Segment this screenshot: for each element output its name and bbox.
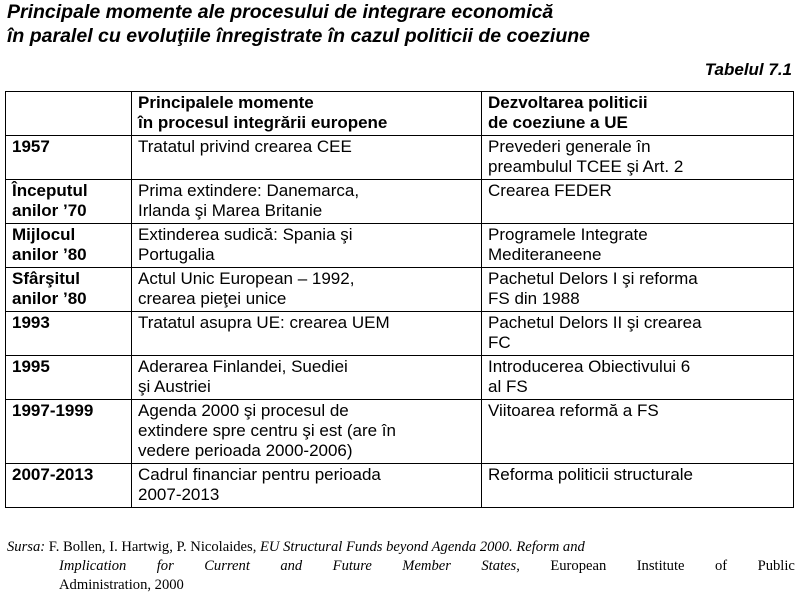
period-line: 1993 xyxy=(12,313,50,332)
period-line: 1957 xyxy=(12,137,50,156)
header-cohesion-cell xyxy=(482,92,794,136)
document-title xyxy=(7,0,797,48)
integration-moment-cell xyxy=(132,224,482,268)
title-line-2: în paralel cu evoluţiile înregistrate în cazul politicii de coeziune xyxy=(7,25,590,47)
period-line: 1997-1999 xyxy=(12,401,94,420)
source-note xyxy=(7,538,795,595)
moment-line: şi Austriei xyxy=(138,377,211,396)
cohesion-policy-cell xyxy=(482,180,794,224)
header-cohesion-line: Dezvoltarea politicii xyxy=(488,93,648,112)
cohesion-policy-cell xyxy=(482,224,794,268)
integration-moment-cell xyxy=(132,180,482,224)
source-authors: F. Bollen, I. Hartwig, P. Nicolaides, xyxy=(48,539,257,555)
source-title-word: Member xyxy=(402,558,451,574)
cohesion-line: Prevederi generale în xyxy=(488,137,651,156)
source-line-1 xyxy=(7,538,795,557)
cohesion-policy-cell xyxy=(482,268,794,312)
source-line-3: Administration, 2000 xyxy=(59,577,184,593)
table-row xyxy=(6,180,794,224)
cohesion-line: Viitoarea reformă a FS xyxy=(488,401,659,420)
header-moments-line: Principalele momente xyxy=(138,93,314,112)
source-publisher-word: Public xyxy=(757,558,795,574)
source-title-word: Implication xyxy=(59,558,127,574)
cohesion-line: Pachetul Delors I şi reforma xyxy=(488,269,698,288)
table-row xyxy=(6,312,794,356)
moment-line: Agenda 2000 şi procesul de xyxy=(138,401,349,420)
source-title-word: and xyxy=(280,558,303,574)
table-row xyxy=(6,224,794,268)
period-cell xyxy=(6,400,132,464)
cohesion-line: al FS xyxy=(488,377,528,396)
cohesion-line: Programele Integrate xyxy=(488,225,648,244)
period-line: Sfârşitul xyxy=(12,269,81,288)
cohesion-line: Pachetul Delors II şi crearea xyxy=(488,313,702,332)
period-line: anilor ’70 xyxy=(12,201,87,220)
integration-moment-cell xyxy=(132,268,482,312)
table-number-label: Tabelul 7.1 xyxy=(704,60,792,79)
period-line: Începutul xyxy=(12,181,88,200)
source-line-2 xyxy=(7,557,795,576)
moment-line: Aderarea Finlandei, Suediei xyxy=(138,357,348,376)
source-title-word: for xyxy=(156,558,174,574)
moment-line: Tratatul privind crearea CEE xyxy=(138,137,352,156)
table-row xyxy=(6,136,794,180)
title-line-1: Principale momente ale procesului de integrare economică xyxy=(7,1,554,23)
period-line: anilor ’80 xyxy=(12,245,87,264)
moment-line: extindere spre centru şi est (are în xyxy=(138,421,396,440)
cohesion-line: Crearea FEDER xyxy=(488,181,612,200)
period-cell xyxy=(6,136,132,180)
period-cell xyxy=(6,268,132,312)
cohesion-policy-cell xyxy=(482,136,794,180)
source-title-word: Current xyxy=(204,558,250,574)
table-row xyxy=(6,464,794,508)
moment-line: Actul Unic European – 1992, xyxy=(138,269,355,288)
header-moments-cell xyxy=(132,92,482,136)
period-line: 1995 xyxy=(12,357,50,376)
moment-line: 2007-2013 xyxy=(138,485,220,504)
moment-line: Extinderea sudică: Spania şi xyxy=(138,225,353,244)
integration-moment-cell xyxy=(132,400,482,464)
table-row xyxy=(6,400,794,464)
cohesion-policy-cell xyxy=(482,400,794,464)
table-row xyxy=(6,356,794,400)
moment-line: Prima extindere: Danemarca, xyxy=(138,181,360,200)
moment-line: Irlanda şi Marea Britanie xyxy=(138,201,323,220)
source-publisher-word: Institute xyxy=(636,558,685,574)
period-line: anilor ’80 xyxy=(12,289,87,308)
period-line: 2007-2013 xyxy=(12,465,94,484)
source-publisher-word: of xyxy=(714,558,728,574)
source-title-word: States, xyxy=(481,558,520,574)
integration-moment-cell xyxy=(132,464,482,508)
moment-line: vedere perioada 2000-2006) xyxy=(138,441,353,460)
table-row xyxy=(6,268,794,312)
moment-line: Cadrul financiar pentru perioada xyxy=(138,465,381,484)
period-cell xyxy=(6,312,132,356)
integration-moment-cell xyxy=(132,136,482,180)
integration-moment-cell xyxy=(132,312,482,356)
source-publisher-word: European xyxy=(550,558,607,574)
moment-line: crearea pieţei unice xyxy=(138,289,287,308)
moment-line: Tratatul asupra UE: crearea UEM xyxy=(138,313,390,332)
cohesion-line: Introducerea Obiectivului 6 xyxy=(488,357,691,376)
period-cell xyxy=(6,180,132,224)
cohesion-policy-cell xyxy=(482,356,794,400)
cohesion-line: FS din 1988 xyxy=(488,289,580,308)
cohesion-policy-cell xyxy=(482,464,794,508)
header-moments-line: în procesul integrării europene xyxy=(138,113,388,132)
period-cell xyxy=(6,356,132,400)
cohesion-policy-cell xyxy=(482,312,794,356)
period-cell xyxy=(6,224,132,268)
source-label: Sursa: xyxy=(7,539,46,555)
header-cohesion-line: de coeziune a UE xyxy=(488,113,628,132)
cohesion-line: Reforma politicii structurale xyxy=(488,465,694,484)
period-cell xyxy=(6,464,132,508)
cohesion-line: Mediteraneene xyxy=(488,245,602,264)
period-line: Mijlocul xyxy=(12,225,76,244)
integration-cohesion-table xyxy=(5,91,794,508)
source-title-word: Future xyxy=(332,558,372,574)
moment-line: Portugalia xyxy=(138,245,215,264)
cohesion-line: preambulul TCEE şi Art. 2 xyxy=(488,157,684,176)
table-header-row xyxy=(6,92,794,136)
header-period-cell xyxy=(6,92,132,136)
integration-moment-cell xyxy=(132,356,482,400)
source-title-part-1: EU Structural Funds beyond Agenda 2000. Reform and xyxy=(260,539,585,555)
cohesion-line: FC xyxy=(488,333,511,352)
